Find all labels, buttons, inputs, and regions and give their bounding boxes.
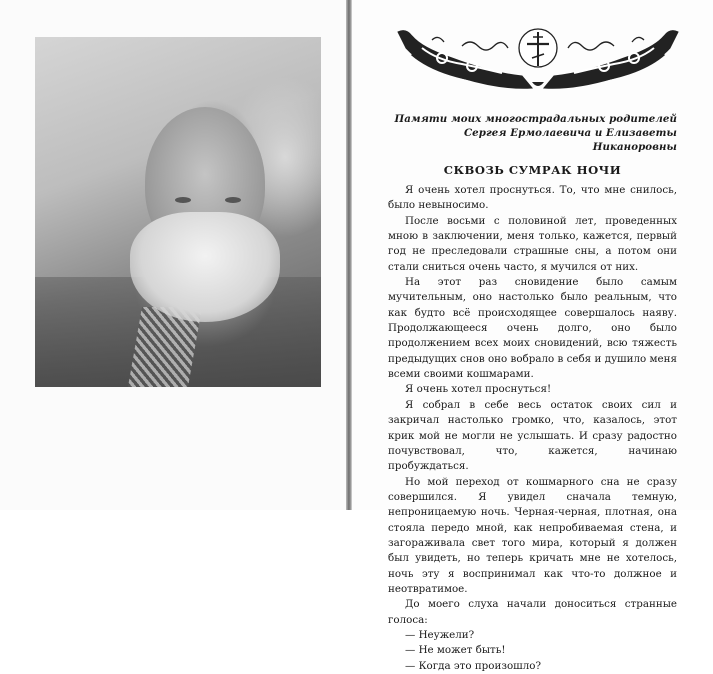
paragraph: Я очень хотел проснуться! — [405, 383, 552, 396]
photo-eye-left — [175, 197, 191, 203]
paragraph: Я собрал в себе весь остаток своих сил и закричал настолько громко, что, казалось, этот крик мой не могли не услышать. И сразу радостно почувствовал, что, кажется, начинаю пробуждаться. — [388, 398, 677, 473]
photo-eye-right — [225, 197, 241, 203]
chapter-title: СКВОЗЬ СУМРАК НОЧИ — [443, 163, 622, 177]
paragraph: Но мой переход от кошмарного сна не сразу совершился. Я увидел сначала темную, непроницаемую ночь. Черная-черная, плотная, она стояла передо мной, как непробиваемая стена, и загораживала свет того мира, который я должен был увидеть, но теперь кричать мне не хотелось, ночь эту я воспринимал как что-то должное и неотвратимое. — [388, 475, 677, 595]
paragraph: На этот раз сновидение было самым мучительным, оно настолько было реальным, что как будто всё происходящее совершалось наяву. Продолжающееся очень долго, оно было продолжением всех моих сновидений, всю тяжесть предыдущих снов оно вобрало в себя и душило меня всеми своими кошмарами. — [388, 276, 677, 381]
left-page — [0, 0, 348, 510]
paragraph: До моего слуха начали доноситься странные голоса: — [388, 598, 677, 626]
paragraph: После восьми с половиной лет, проведенных мною в заключении, меня только, кажется, первый год не преследовали страшные сны, а потом они стали сниться очень часто, я мучился от них. — [388, 214, 677, 273]
portrait-photo — [35, 37, 321, 387]
photo-beard — [130, 212, 280, 322]
dialogue-line: — Когда это произошло? — [405, 659, 541, 672]
dialogue-line: — Неужели? — [405, 628, 475, 641]
dedication — [388, 112, 677, 154]
ornament-headpiece — [392, 18, 684, 92]
dedication-line-1: Памяти моих многострадальных родителей — [394, 113, 677, 125]
dialogue-line: — Не может быть! — [405, 644, 506, 657]
paragraph: Я очень хотел проснуться. То, что мне снилось, было невыносимо. — [388, 184, 677, 212]
chapter-body — [388, 183, 677, 674]
dedication-line-2: Сергея Ермолаевича и Елизаветы Никаноровны — [463, 127, 677, 153]
